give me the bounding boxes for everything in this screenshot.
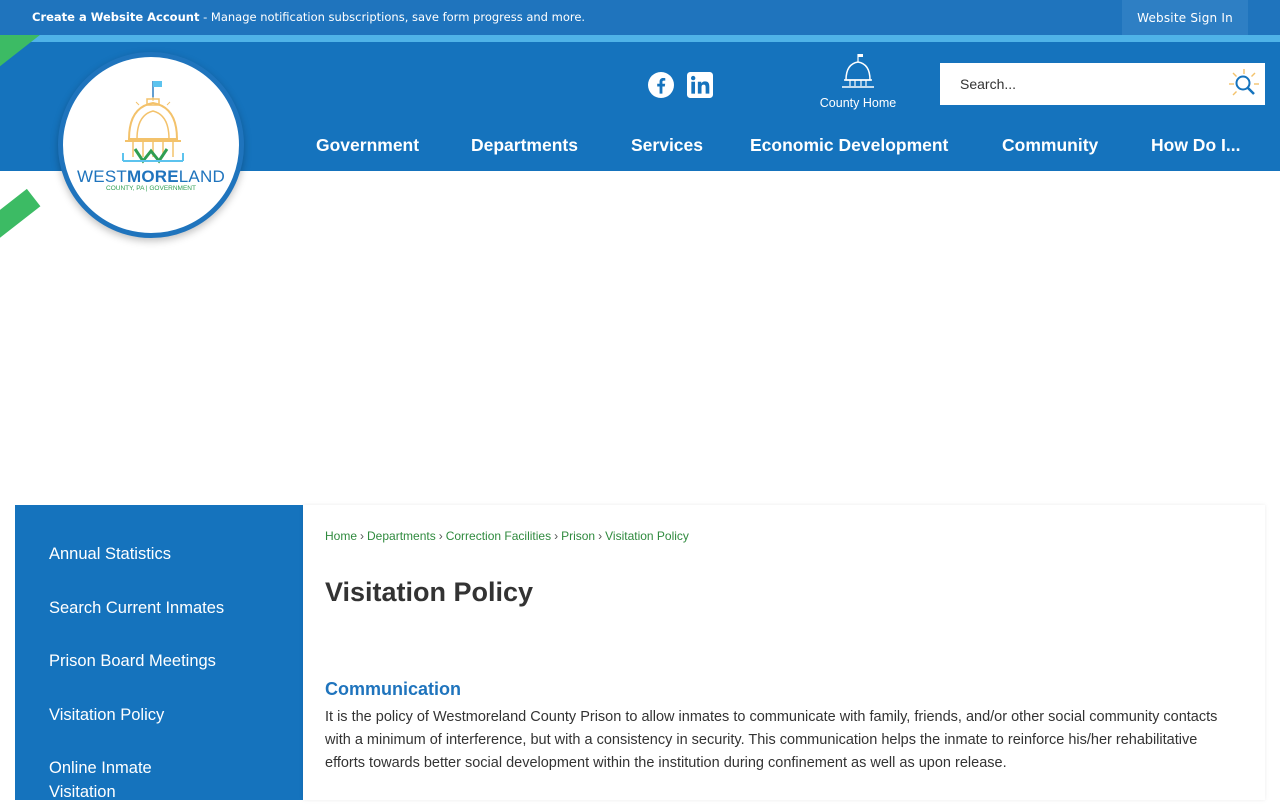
sidebar-item-online-inmate-visitation[interactable]: Online Inmate Visitation xyxy=(49,759,152,801)
site-search xyxy=(940,63,1265,105)
header-accent-strip xyxy=(0,35,1280,42)
facebook-icon[interactable] xyxy=(648,72,674,98)
breadcrumb-visitation-policy[interactable]: Visitation Policy xyxy=(605,529,689,543)
county-home-label: County Home xyxy=(819,96,897,110)
create-account-description: - Manage notification subscriptions, save form progress and more. xyxy=(199,10,586,24)
create-account-message xyxy=(32,10,585,24)
breadcrumb-home[interactable]: Home xyxy=(325,529,358,543)
breadcrumb-separator: › xyxy=(360,529,365,543)
logo-wordmark: WESTMORELAND xyxy=(77,167,225,186)
nav-economic-development[interactable]: Economic Development xyxy=(750,135,949,155)
decorative-diagonal-green-lower xyxy=(0,189,40,243)
logo-subtitle: COUNTY, PA | GOVERNMENT xyxy=(106,185,196,192)
sidebar-item-search-current-inmates[interactable]: Search Current Inmates xyxy=(49,599,225,617)
nav-community[interactable]: Community xyxy=(1002,135,1099,155)
capitol-building-icon xyxy=(840,52,876,90)
search-icon[interactable] xyxy=(1227,67,1261,101)
sidebar-item-annual-statistics[interactable]: Annual Statistics xyxy=(49,545,171,563)
nav-how-do-i[interactable]: How Do I... xyxy=(1151,135,1241,155)
section-body: It is the policy of Westmoreland County Prison to allow inmates to communicate with family, friends, and/or other social community contacts with a minimum of interference, but with a consistency in security. This communication helps the inmate to reinforce his/her rehabilitative efforts towards better social development within the institution during confinement as well as upon release. xyxy=(325,709,1218,771)
nav-services[interactable]: Services xyxy=(631,135,704,155)
sidebar-item-visitation-policy[interactable]: Visitation Policy xyxy=(49,706,165,724)
top-utility-bar xyxy=(0,0,1280,35)
breadcrumb-separator: › xyxy=(598,529,603,543)
page-title: Visitation Policy xyxy=(325,577,534,607)
breadcrumb-departments[interactable]: Departments xyxy=(367,529,436,543)
capitol-dome-icon xyxy=(63,57,239,233)
linkedin-icon[interactable] xyxy=(687,72,713,98)
nav-departments[interactable]: Departments xyxy=(471,135,578,155)
breadcrumb-separator: › xyxy=(554,529,559,543)
breadcrumb-correction-facilities[interactable]: Correction Facilities xyxy=(445,529,552,543)
sidebar-nav xyxy=(15,505,303,800)
county-logo[interactable] xyxy=(58,52,244,238)
section-heading: Communication xyxy=(325,679,462,699)
breadcrumb xyxy=(325,529,689,543)
main-content xyxy=(303,505,1265,800)
sidebar-item-prison-board-meetings[interactable]: Prison Board Meetings xyxy=(49,652,216,670)
create-account-link[interactable]: Create a Website Account xyxy=(32,10,200,24)
breadcrumb-prison[interactable]: Prison xyxy=(561,529,596,543)
search-input[interactable] xyxy=(940,63,1220,105)
website-sign-in-button[interactable]: Website Sign In xyxy=(1122,0,1248,35)
nav-government[interactable]: Government xyxy=(316,135,420,155)
county-home-link[interactable] xyxy=(808,52,908,110)
breadcrumb-separator: › xyxy=(438,529,443,543)
